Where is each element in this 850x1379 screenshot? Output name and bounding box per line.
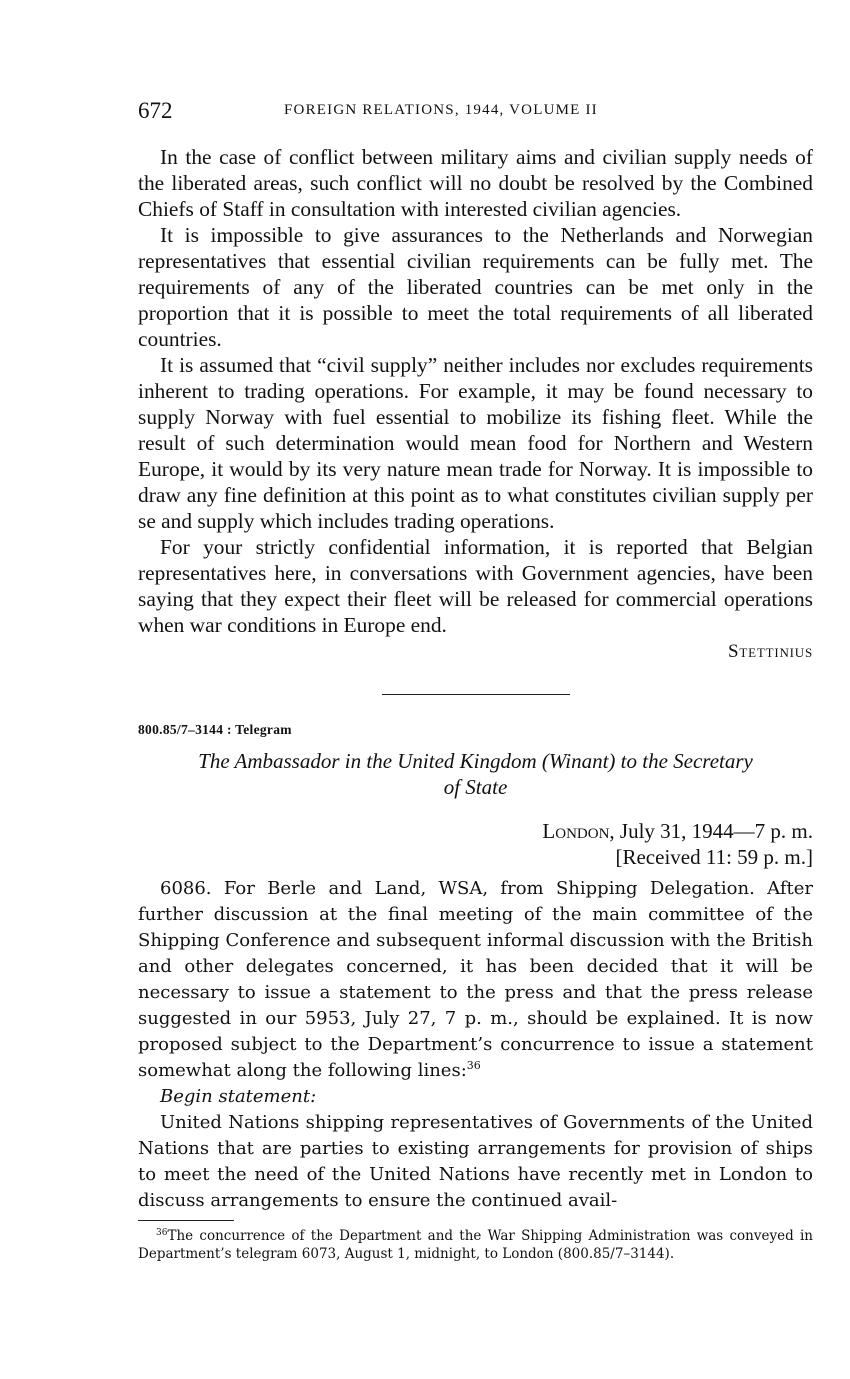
document-page: [138, 98, 813, 1263]
running-head: FOREIGN RELATIONS, 1944, VOLUME II: [284, 102, 598, 118]
statement-paragraph: United Nations shipping representatives of Governments of the United Nations that are parties to existing arrangements for provision of ships to meet the need of the United Nations have recently met in London to discuss arrangements to ensure the continued avail-: [138, 1112, 813, 1211]
telegram-paragraph: [138, 876, 813, 1084]
dateline-place: London: [542, 819, 610, 843]
document-title: [138, 748, 813, 800]
dateline-date: , July 31, 1944—7 p. m.: [609, 819, 813, 843]
signature: Stettinius: [728, 641, 813, 662]
received-line: [Received 11: 59 p. m.]: [615, 845, 813, 869]
body-paragraph: It is impossible to give assurances to the Netherlands and Norwegian representatives that essential civilian requirements can be fully met. The requirements of any of the liberated countries can be met only in the proportion that it is possible to meet the total requirements of all liberated countries.: [138, 223, 813, 351]
document-title-line1: The Ambassador in the United Kingdom (Winant) to the Secretary: [198, 749, 753, 773]
footnote-reference[interactable]: 36: [466, 1059, 481, 1072]
body-paragraph: In the case of conflict between military aims and civilian supply needs of the liberated areas, such conflict will no doubt be resolved by the Combined Chiefs of Staff in consultation with interested civilian agencies.: [138, 145, 813, 221]
footnote-text: The concurrence of the Department and the War Shipping Administration was conveyed in Department’s telegram 6073, August 1, midnight, to London (800.85/7–3144).: [138, 1228, 813, 1262]
begin-statement: Begin statement:: [160, 1086, 317, 1107]
footnote: [138, 1227, 813, 1263]
footnote-divider: [138, 1220, 234, 1221]
page-number: 672: [138, 98, 173, 123]
dateline: [138, 818, 813, 844]
footnote-number: 36: [156, 1228, 168, 1238]
body-paragraph: For your strictly confidential information, it is reported that Belgian representatives here, in conversations with Government agencies, have been saying that they expect their fleet will be released for commercial operations when war conditions in Europe end.: [138, 535, 813, 637]
body-paragraph: It is assumed that “civil supply” neither includes nor excludes requirements inherent to trading operations. For example, it may be found necessary to supply Norway with fuel essential to mobilize its fishing fleet. While the result of such determination would mean food for Northern and Western Europe, it would by its very nature mean trade for Norway. It is impossible to draw any fine definition at this point as to what constitutes civilian supply per se and supply which includes trading operations.: [138, 353, 813, 533]
document-title-line2: of State: [443, 775, 508, 799]
section-divider: [382, 694, 570, 695]
page-header: [138, 98, 813, 128]
telegram-paragraph-text: 6086. For Berle and Land, WSA, from Shipping Delegation. After further discussion at the final meeting of the main committee of the Shipping Conference and subsequent informal discussion with the British and other delegates concerned, it has been decided that it will be necessary to issue a statement to the press and that the press release suggested in our 5953, July 27, 7 p. m., should be explained. It is now proposed subject to the Department’s concurrence to issue a statement somewhat along the following lines:: [138, 878, 813, 1081]
document-reference: 800.85/7–3144 : Telegram: [138, 722, 292, 737]
